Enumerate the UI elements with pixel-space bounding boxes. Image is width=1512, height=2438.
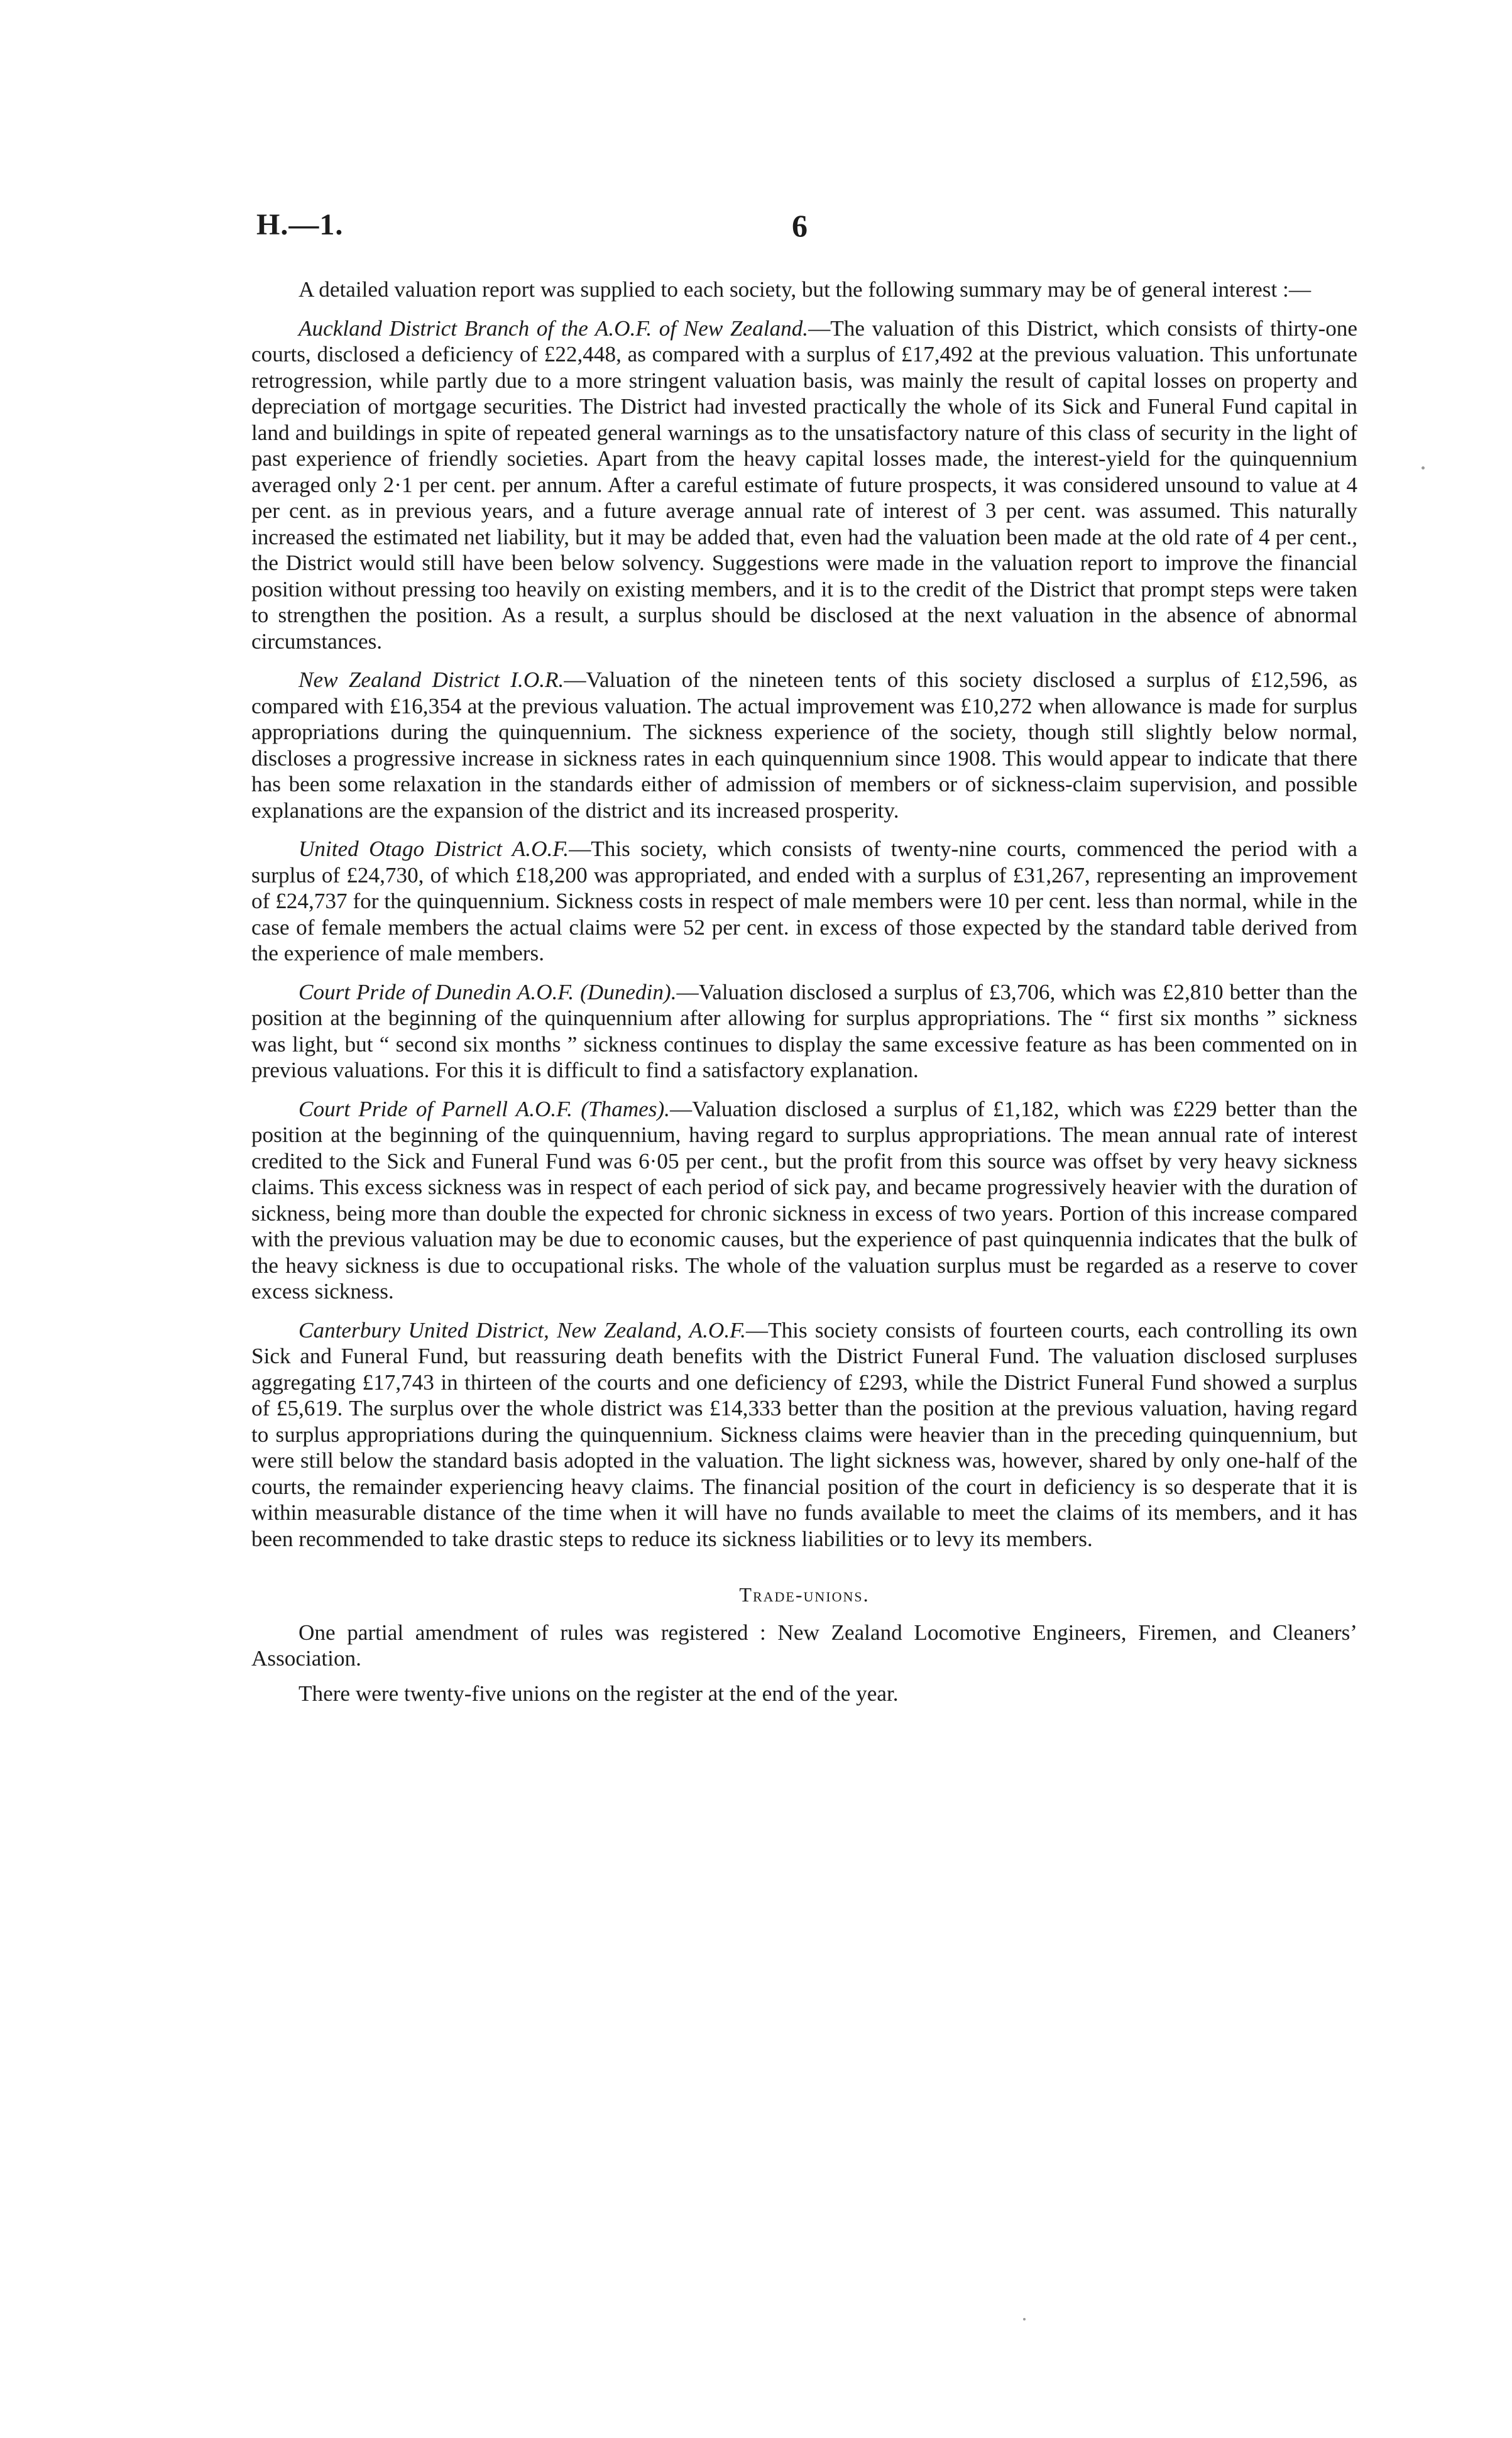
paper-speck bbox=[1023, 2318, 1026, 2320]
society-name: Auckland District Branch of the A.O.F. of New Zealand. bbox=[299, 316, 809, 341]
society-summary: —This society, which consists of twenty-nine courts, commenced the period with a surplus of £24,730, of which £18,200 was appropriated, and ended with a surplus of £31,267, representing an improvement of £24,737 for the quinquennium. Sickness costs in respect of male members were 10 per cent. less than normal, while in the case of female members the actual claims were 52 per cent. in excess of those expected by the standard table derived from the experience of male members. bbox=[251, 837, 1357, 965]
trade-unions-amendment: One partial amendment of rules was registered : New Zealand Locomotive Engineers, Firemen, and Cleaners’ Association. bbox=[251, 1620, 1357, 1671]
body-text bbox=[251, 277, 1357, 1719]
society-paragraph-parnell bbox=[251, 1096, 1357, 1305]
society-summary: —Valuation disclosed a surplus of £3,706, which was £2,810 better than the position at the beginning of the quinquennium after allowing for surplus appropriations. The “ first six months ” sickness was light, but “ second six months ” sickness continues to display the same excessive feature as has been commented on in previous valuations. For this it is difficult to find a satisfactory explanation. bbox=[251, 979, 1357, 1082]
page-number: 6 bbox=[792, 208, 808, 243]
society-summary: —The valuation of this District, which consists of thirty-one courts, disclosed a deficiency of £22,448, as compared with a surplus of £17,492 at the previous valuation. This unfortunate retrogression, while partly due to a more stringent valuation basis, was mainly the result of capital losses on property and depreciation of mortgage securities. The District had invested practically the whole of its Sick and Funeral Fund capital in land and buildings in spite of repeated general warnings as to the unsatisfactory nature of this class of security in the light of past experience of friendly societies. Apart from the heavy capital losses made, the interest-yield for the quinquennium averaged only 2·1 per cent. per annum. After a careful estimate of future prospects, it was considered unsound to value at 4 per cent. as in previous years, and a future average annual rate of interest of 3 per cent. was assumed. This naturally increased the estimated net liability, but it may be added that, even had the valuation been made at the old rate of 4 per cent., the District would still have been below solvency. Suggestions were made in the valuation report to improve the financial position without pressing too heavily on existing members, and it is to the credit of the District that prompt steps were taken to strengthen the position. As a result, a surplus should be disclosed at the next valuation in the absence of abnormal circumstances. bbox=[251, 316, 1358, 654]
society-paragraph-auckland bbox=[251, 316, 1357, 655]
society-paragraph-canterbury bbox=[251, 1317, 1357, 1552]
society-name: Court Pride of Dunedin A.O.F. (Dunedin). bbox=[299, 979, 677, 1004]
trade-unions-heading: Trade-unions. bbox=[739, 1583, 870, 1606]
trade-unions-count: There were twenty-five unions on the register at the end of the year. bbox=[299, 1681, 899, 1706]
society-name: United Otago District A.O.F. bbox=[299, 837, 569, 861]
society-summary: —Valuation of the nineteen tents of this society disclosed a surplus of £12,596, as compared with £16,354 at the previous valuation. The actual improvement was £10,272 when allowance is made for surplus appropriations during the quinquennium. The sickness experience of the society, though still slightly below normal, discloses a progressive increase in sickness rates in each quinquennium since 1908. This would appear to indicate that there has been some relaxation in the standards either of admission of members or of sickness-claim supervision, and possible explanations are the expansion of the district and its increased prosperity. bbox=[251, 667, 1357, 823]
society-name: New Zealand District I.O.R. bbox=[299, 667, 564, 692]
intro-paragraph: A detailed valuation report was supplied to each society, but the following summary may be of general interest :— bbox=[299, 277, 1312, 302]
society-paragraph-ior bbox=[251, 667, 1357, 823]
society-paragraph-otago bbox=[251, 836, 1357, 967]
paper-speck bbox=[1422, 466, 1425, 469]
document-reference: H.—1. bbox=[256, 208, 344, 241]
society-name: Court Pride of Parnell A.O.F. (Thames). bbox=[299, 1096, 670, 1121]
society-name: Canterbury United District, New Zealand, A.O.F. bbox=[299, 1317, 746, 1343]
society-summary: —Valuation disclosed a surplus of £1,182, which was £229 better than the position at the beginning of the quinquennium, having regard to surplus appropriations. The mean annual rate of interest credited to the Sick and Funeral Fund was 6·05 per cent., but the profit from this source was offset by very heavy sickness claims. This excess sickness was in respect of each period of sick pay, and became progressively heavier with the duration of sickness, being more than double the expected for chronic sickness in excess of two years. Portion of this increase compared with the previous valuation may be due to economic causes, but the experience of past quinquennia indicates that the bulk of the heavy sickness is due to occupational risks. The whole of the valuation surplus must be regarded as a reserve to cover excess sickness. bbox=[251, 1096, 1357, 1304]
society-summary: —This society consists of fourteen courts, each controlling its own Sick and Funeral Fund, but reassuring death benefits with the District Funeral Fund. The valuation disclosed surpluses aggregating £17,743 in thirteen of the courts and one deficiency of £293, while the District Funeral Fund showed a surplus of £5,619. The surplus over the whole district was £14,333 better than the position at the previous valuation, having regard to surplus appropriations during the quinquennium. Sickness claims were heavier than in the preceding quinquennium, but were still below the standard basis adopted in the valuation. The light sickness was, however, shared by only one-half of the courts, the remainder experiencing heavy claims. The financial position of the court in deficiency is so desperate that it is within measurable distance of the time when it will have no funds available to meet the claims of its members, and it has been recommended to take drastic steps to reduce its sickness liabilities or to levy its members. bbox=[251, 1317, 1358, 1551]
society-paragraph-dunedin bbox=[251, 979, 1357, 1084]
page-header bbox=[251, 207, 1357, 264]
